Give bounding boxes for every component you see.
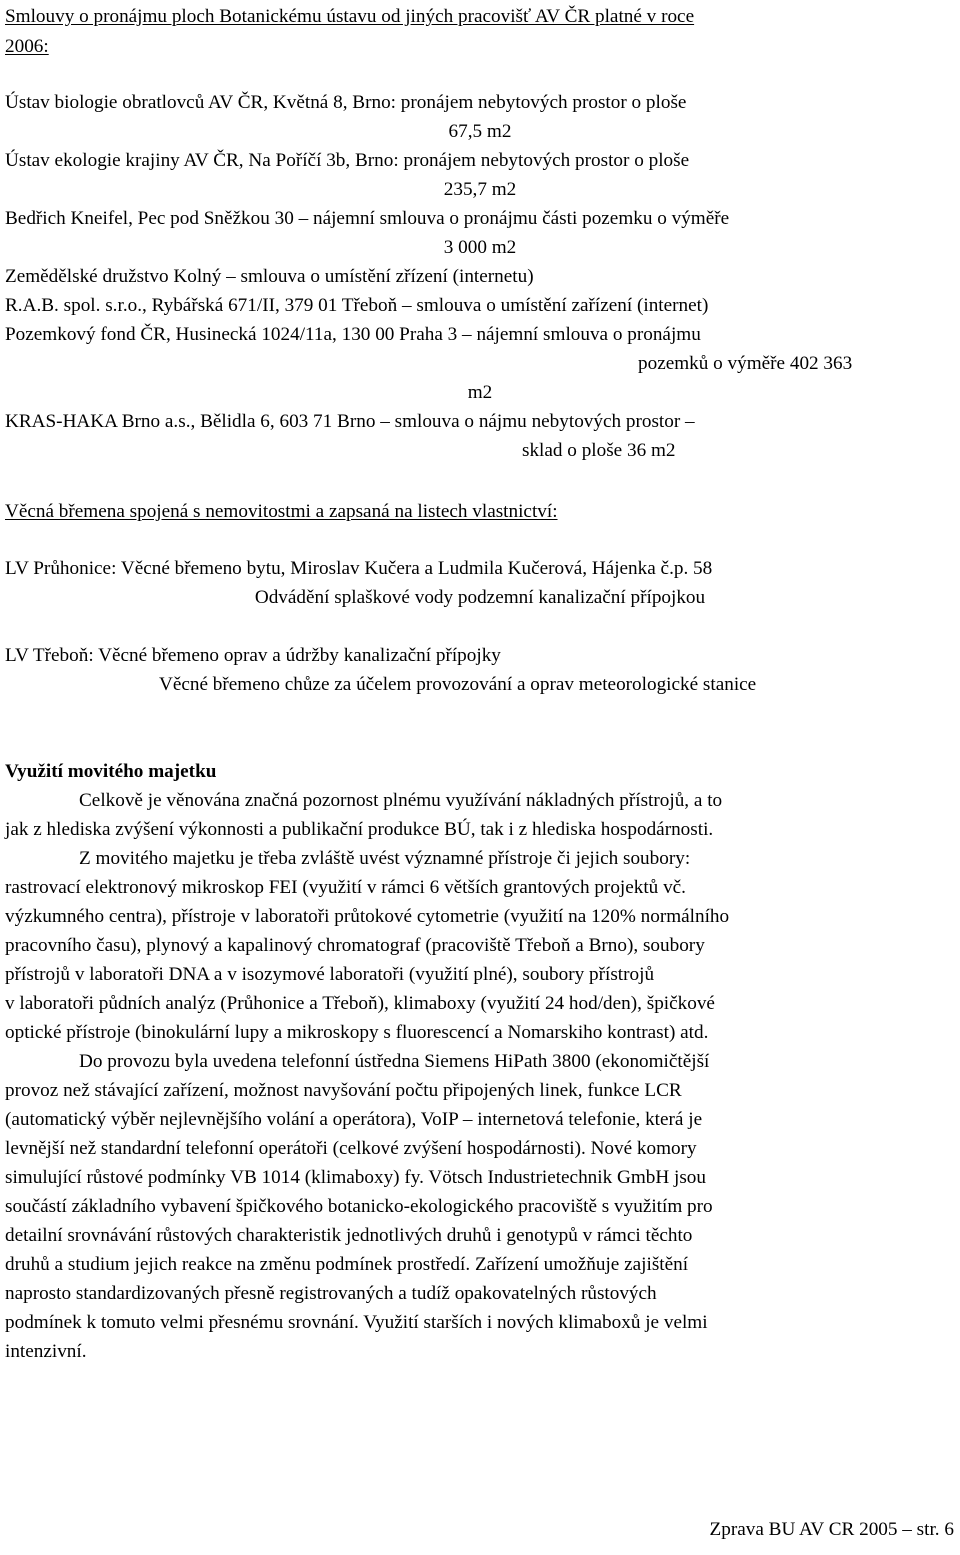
contract-item: R.A.B. spol. s.r.o., Rybářská 671/II, 379 01 Třeboň – smlouva o umístění zařízení (internet)	[5, 295, 709, 316]
assets-text-line: rastrovací elektronový mikroskop FEI (využití v rámci 6 větších grantových projektů vč.	[5, 877, 686, 898]
assets-text-line: (automatický výběr nejlevnějšího volání a operátora), VoIP – internetová telefonie, která je	[5, 1109, 703, 1130]
assets-text-line: levnější než standardní telefonní operátoři (celkové zvýšení hospodárnosti). Nové komory	[5, 1138, 697, 1159]
assets-text-line: simulující růstové podmínky VB 1014 (klimaboxy) fy. Vötsch Industrietechnik GmbH jsou	[5, 1167, 706, 1188]
assets-text-line: optické přístroje (binokulární lupy a mikroskopy s fluorescencí a Nomarskiho kontrast) atd.	[5, 1022, 709, 1043]
lv-pruhonice-line1: LV Průhonice: Věcné břemeno bytu, Miroslav Kučera a Ludmila Kučerová, Hájenka č.p. 58	[5, 558, 713, 579]
contract-item: m2	[467, 382, 493, 403]
contracts-heading-line1: Smlouvy o pronájmu ploch Botanickému ústavu od jiných pracovišť AV ČR platné v roce	[5, 6, 695, 27]
assets-text-line: Do provozu byla uvedena telefonní ústředna Siemens HiPath 3800 (ekonomičtější	[79, 1051, 710, 1072]
assets-text-line: intenzivní.	[5, 1341, 87, 1362]
assets-text-line: podmínek k tomuto velmi přesnému srovnání. Využití starších i nových klimaboxů je velmi	[5, 1312, 708, 1333]
assets-text-line: jak z hlediska zvýšení výkonnosti a publikační produkce BÚ, tak i z hlediska hospodárnosti.	[5, 819, 714, 840]
easements-heading: Věcná břemena spojená s nemovitostmi a zapsaná na listech vlastnictví:	[5, 501, 558, 522]
lv-trebon-line1: LV Třeboň: Věcné břemeno oprav a údržby kanalizační přípojky	[5, 645, 501, 666]
assets-text-line: součástí základního vybavení špičkového botanicko-ekologického pracoviště s využitím pro	[5, 1196, 713, 1217]
contract-item: sklad o ploše 36 m2	[522, 440, 676, 461]
contract-item: 67,5 m2	[448, 121, 512, 142]
assets-text-line: v laboratoři půdních analýz (Průhonice a Třeboň), klimaboxy (využití 24 hod/den), špičkové	[5, 993, 715, 1014]
assets-text-line: přístrojů v laboratoři DNA a v isozymové laboratoři (využití plné), soubory přístrojů	[5, 964, 655, 985]
contract-item: Ústav ekologie krajiny AV ČR, Na Poříčí 3b, Brno: pronájem nebytových prostor o ploše	[5, 150, 690, 171]
assets-heading: Využití movitého majetku	[5, 761, 217, 782]
lv-trebon-line2: Věcné břemeno chůze za účelem provozování a oprav meteorologické stanice	[159, 674, 757, 695]
assets-text-line: pracovního času), plynový a kapalinový chromatograf (pracoviště Třeboň a Brno), soubory	[5, 935, 705, 956]
contracts-heading-line2: 2006:	[5, 36, 49, 57]
contract-item: 235,7 m2	[443, 179, 517, 200]
assets-text-line: výzkumného centra), přístroje v laboratoři průtokové cytometrie (využití na 120% normálního	[5, 906, 730, 927]
contract-item: Pozemkový fond ČR, Husinecká 1024/11a, 130 00 Praha 3 – nájemní smlouva o pronájmu	[5, 324, 701, 345]
assets-text-line: provoz než stávající zařízení, možnost navyšování počtu připojených linek, funkce LCR	[5, 1080, 682, 1101]
contract-item: Ústav biologie obratlovců AV ČR, Květná 8, Brno: pronájem nebytových prostor o ploše	[5, 92, 687, 113]
assets-text-line: Celkově je věnována značná pozornost plnému využívání nákladných přístrojů, a to	[79, 790, 723, 811]
contract-item: KRAS-HAKA Brno a.s., Bělidla 6, 603 71 Brno – smlouva o nájmu nebytových prostor –	[5, 411, 695, 432]
page-footer: Zprava BU AV CR 2005 – str. 6	[709, 1519, 954, 1540]
lv-pruhonice-line2: Odvádění splaškové vody podzemní kanalizační přípojkou	[254, 587, 706, 608]
contract-item: Bedřich Kneifel, Pec pod Sněžkou 30 – nájemní smlouva o pronájmu části pozemku o výměře	[5, 208, 730, 229]
assets-text-line: detailní srovnávání růstových charakteristik jednotlivých druhů i genotypů v rámci těchto	[5, 1225, 693, 1246]
contract-item: Zemědělské družstvo Kolný – smlouva o umístění zřízení (internetu)	[5, 266, 534, 287]
contract-item: 3 000 m2	[443, 237, 517, 258]
assets-text-line: druhů a studium jejich reakce na změnu podmínek prostředí. Zařízení umožňuje zajištění	[5, 1254, 689, 1275]
contract-item: pozemků o výměře 402 363	[638, 353, 853, 374]
assets-text-line: Z movitého majetku je třeba zvláště uvést významné přístroje či jejich soubory:	[79, 848, 691, 869]
assets-text-line: naprosto standardizovaných přesně registrovaných a tudíž opakovatelných růstových	[5, 1283, 657, 1304]
